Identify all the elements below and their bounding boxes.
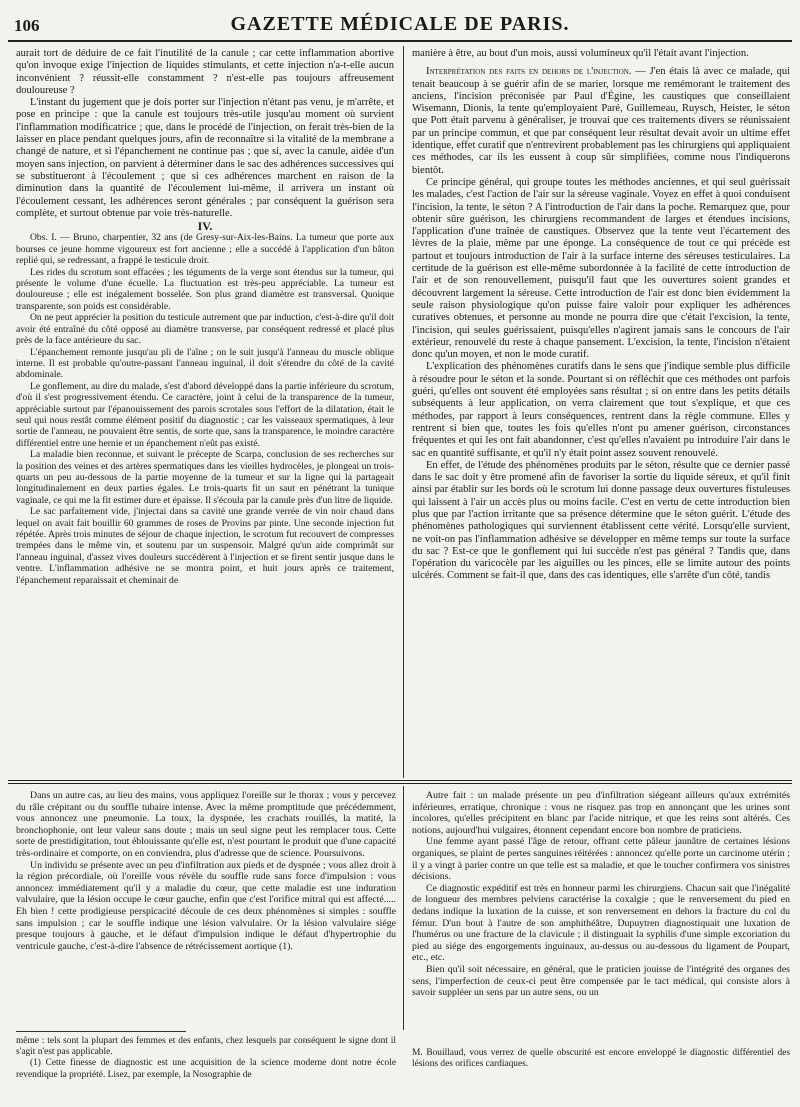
- section-divider: [8, 780, 792, 781]
- paragraph: L'instant du jugement que je dois porter sur l'injection n'étant pas venu, je m'arrête, et pose en principe : que la canule est toujours très-utile jusqu'au moment où survient l'inflammation modificatrice ; que, dans le procédé de l'injection, on ferait très-bien de la laisser en place pendant quelques jours, afin de reconnaître si la vitalité de la membrane a changé de nature, et si l'épanchement ne continue pas ; que si, avec la canule, aidée d'un moyen sans injection, on parvient à déterminer dans le sac des adhérences successives qui se substitueront à l'écoulement ; que si ces adhérences marchent en raison de la diminution dans la quantité de l'écoulement lui-même, il arrivera un instant où l'écoulement cessant, les adhérences seront générales ; par conséquent la guérison sera complète, et surtout obtenue par voie très-naturelle.: [16, 97, 394, 219]
- footnote: (1) Cette finesse de diagnostic est une acquisition de la science moderne dont notre école revendique la propriété. Lisez, par exemple, la Nosographie de: [16, 1058, 396, 1080]
- paragraph: Un individu se présente avec un peu d'infiltration aux pieds et de dyspnée ; vous allez droit à la région précordiale, où l'oreille vous révèle du souffle rude sans force d'impulsion : vous annoncez immédiatement qu'il y a maladie du cœur, que cette maladie est une induration valvulaire, que la lésion occupe le cœur gauche, enfin que c'est l'orifice mitral qui est affecté..... Eh bien ! cette prodigieuse perspicacité découle de ces deux phénomènes si simples : souffle sans impulsion ; car le souffle indique une lésion valvulaire. Or la lésion valvulaire siége presque toujours à gauche, et le défaut d'impulsion indique le défaut d'hypertrophie du ventricule gauche, c'est-à-dire l'absence de rétrécissement aortique (1).: [16, 859, 396, 952]
- paragraph: L'explication des phénomènes curatifs dans le sens que j'indique semble plus difficile à résoudre pour le séton et la sonde. Pourtant si on réfléchit que ces méthodes ont parfois guéri, qu'elles ont souvent été employées sans résultat ; si on entre dans les petits détails subséquents à leur application, on verra clairement que tout s'explique, et que ces méthodes, par rapport à leurs conséquences, rentrent dans la règle commune. Elles y rentrent si bien que, toutes les fois qu'elles n'ont pu amener guérison, circonstances fréquentes et qui les ont fait abandonner, c'est qu'elles n'avaient pu introduire l'air dans le sac en quantité suffisante, et qu'il n'y était point assez souvent renouvelé.: [412, 361, 790, 459]
- column-divider-top: [403, 46, 404, 778]
- paragraph: Les rides du scrotum sont effacées ; les téguments de la verge sont étendus sur la tumeur, qui présente le volume d'une écuelle. La fluctuation est très-peu appréciable. La tumeur est douloureuse ; elle est inégalement bosselée. Son plus grand diamètre est transversal. Quoique transparente, son poids est considérable.: [16, 266, 394, 312]
- continued-text: M. Bouillaud, vous verrez de quelle obscurité est encore enveloppé le diagnostic différentiel des lésions des orifices cardiaques.: [412, 1048, 790, 1070]
- paragraph: Le sac parfaitement vide, j'injectai dans sa cavité une grande verrée de vin noir chaud dans lequel on avait fait bouillir 60 grammes de roses de Provins par pinte. Une seconde injection fut répétée. Après trois minutes de séjour de chaque injection, le scrotum fut recouvert de compresses trempées dans le même vin, et soutenu par un suspensoir. Malgré qu'un aide comprimât sur l'anneau inguinal, d'assez vives douleurs succédèrent à l'injection et se firent sentir jusque dans le ventre. L'inflammation adhésive ne se montra point, et huit jours après ce traitement, l'épanchement reparaissait et cheminait de: [16, 506, 394, 586]
- paragraph-text: — J'en étais là avec ce malade, qui tenait beaucoup à se guérir afin de se marier, lorsque me remémorant le traitement des anciens, l'incision préconisée par Paul d'Égine, les caustiques que conseillaient Wisemann, Dionis, la tente qu'employaient Paré, Guillemeau, Ruysch, Heister, le séton que Pott était parvenu à généraliser, je trouvai que ces traitements divers se réunissaient par un principe commun, et que par conséquent leur résultat devait avoir un ultime effet identique, effet curatif que n'entrevirent probablement pas les chirurgiens qui appliquaient ces méthodes, car ils les eussent à coup sûr simplifiées, comme nous l'indiquerons bientôt.: [412, 66, 790, 176]
- paragraph: L'épanchement remonte jusqu'au pli de l'aîne ; on le suit jusqu'à l'anneau du muscle oblique interne. Il est probable qu'outre-passant l'anneau inguinal, il doit s'étendre du côté de la cavité abdominale.: [16, 346, 394, 381]
- paragraph: Ce diagnostic expéditif est très en honneur parmi les chirurgiens. Chacun sait que l'inégalité de longueur des membres pelviens caractérise la coxalgie ; que le renversement du pied en dedans indique la luxation de la cuisse, et son renversement en dehors la fracture du col du fémur. D'un bout à l'autre de son amphithéâtre, Dupuytren diagnostiquait une luxation de l'humérus ou une fracture de la clavicule ; il distinguait la syphilis d'une simple excoriation du pied au siége des engorgements inguinaux, au-dessus ou au-dessous du ligament de Poupart, etc., etc.: [412, 882, 790, 964]
- paragraph: Autre fait : un malade présente un peu d'infiltration siégeant ailleurs qu'aux extrémités inférieures, erratique, chronique : vous ne risquez pas trop en annonçant que les urines sont incolores, qu'elles précipitent en blanc par l'acide nitrique, et que les reins sont altérés. Ces notions, aujourd'hui vulgaires, étonnent cependant encore bon nombre de praticiens.: [412, 790, 790, 836]
- page-header: [8, 6, 792, 42]
- paragraph: [412, 66, 790, 177]
- observation-paragraph: Obs. I. — Bruno, charpentier, 32 ans (de Gresy-sur-Aix-les-Bains. La tumeur que porte aux bourses ce jeune homme vigoureux est fort ancienne ; elle a succédé à l'application d'un bâton replié qui, se redressant, a frappé le testicule droit.: [16, 232, 394, 267]
- paragraph: Une femme ayant passé l'âge de retour, offrant cette pâleur jaunâtre de certaines lésions organiques, se plaint de pertes sanguines réitérées : annoncez qu'elle porte un carcinome utérin ; il y a vingt à parier contre un que telle est sa maladie, et que le toucher confirmera vos sinistres décisions.: [412, 836, 790, 883]
- section-divider: [8, 783, 792, 784]
- feuilleton-right-column: [412, 790, 790, 1026]
- paragraph: aurait tort de déduire de ce fait l'inutilité de la canule ; car cette inflammation abortive qu'on invoque exige l'injection de liquides stimulants, et cette injection n'a-t-elle aucun inconvénient ? réussit-elle constamment ? n'est-elle pas toujours affreusement douloureuse ?: [16, 48, 394, 96]
- feuilleton-left-column: [16, 790, 396, 1026]
- paragraph: Ce principe général, qui groupe toutes les méthodes anciennes, et qui seul guérissait les malades, c'est l'action de l'air sur la séreuse vaginale. Voyez en effet à quoi conduisent l'incision, la tente, le séton ? A l'introduction de l'air dans la poche. Remarquez que, pour obtenir sûre guérison, les chirurgiens recommandent de larges et étendues incisions, l'application d'une traînée de caustiques. Observez que la tente veut l'écartement des lèvres de la plaie, même par une éponge. La conséquence de tout ce qui précède est partout et toujours introduction de l'air à la surface interne des séreuses testiculaires. La certitude de la guérison est elle-même subordonnée à la facilité de cette introduction de l'air et de son renouvellement, puisqu'il faut que les ouvertures soient grandes et découvrent largement la séreuse. Cette introduction de l'air est donc bien évidemment la seule raison physiologique qu'on puisse faire valoir pour expliquer les adhérences curatives obtenues, et personne au monde ne pourra dire que c'était l'excision, la tente, l'incision, qui seules guérissaient, puisqu'elles n'agirent jamais sans le concours de l'air extérieur, renouvelé du reste à chaque pansement. L'excision, la tente, l'incision n'étaient donc qu'un moyen, et non le mode curatif.: [412, 176, 790, 361]
- paragraph: On ne peut apprécier la position du testicule autrement que par induction, c'est-à-dire qu'il doit avoir été entraîné du côté opposé au diamètre transverse, par conséquent redressé et placé plus près de la face antérieure du sac.: [16, 312, 394, 347]
- footnotes-right: [412, 1048, 790, 1102]
- footnotes-left: [16, 1036, 396, 1102]
- continued-text: même : tels sont la plupart des femmes et des enfants, chez lesquels par conséquent le signe dont il s'agit n'est pas applicable.: [16, 1036, 396, 1058]
- section-number: IV.: [197, 219, 213, 234]
- column-divider-bottom: [403, 786, 404, 1030]
- left-column: [16, 48, 394, 776]
- paragraph: La maladie bien reconnue, et suivant le précepte de Scarpa, conclusion de ses recherches sur la position des veines et des artères spermatiques dans les vieilles hydrocèles, je plongeai un trois-quarts un peu au-dessous de la partie moyenne de la tumeur et sur la ligne qui la partageait longitudinalement en deux parties égales. Le trois-quarts fit un saut en pénétrant la tunique vaginale, ce qui me la fit estimer dure et épaisse. Il s'écoula par la canule près d'un litre de liquide.: [16, 449, 394, 506]
- paragraph: Bien qu'il soit nécessaire, en général, que le praticien jouisse de l'intégrité des organes des sens, l'imperfection de ceux-ci peut être compensée par le tact médical, qui consiste alors à savoir suppléer un sens par un autre sens, ou un: [412, 963, 790, 999]
- paragraph: manière à être, au bout d'un mois, aussi volumineux qu'il l'était avant l'injection.: [412, 48, 749, 59]
- running-title: GAZETTE MÉDICALE DE PARIS.: [230, 13, 570, 35]
- paragraph: Le gonflement, au dire du malade, s'est d'abord développé dans la partie inférieure du scrotum, d'où il s'est progressivement étendu. Ce caractère, joint à celui de la transparence de la tumeur, appréciable surtout par l'épanouissement des parois scrotales sous l'effort de la dilatation, était le seul qui nous restât comme élément positif du diagnostic ; car les vaisseaux spermatiques, à leur sortie de l'anneau, ne pouvaient être sentis, de sorte que, sans la transparence, le moindre caractère différentiel entre une hernie et un épanchement n'eût pas existé.: [16, 380, 394, 449]
- page-number: 106: [14, 16, 40, 35]
- footnote-rule: [16, 1031, 186, 1032]
- paragraph: En effet, de l'étude des phénomènes produits par le séton, résulte que ce dernier passé dans le sac doit y être promené afin de favoriser la sortie du liquide séreux, et qu'il finit ainsi par établir sur les bords où le scrotum lui donne passage deux ouvertures fistuleuses qui laissent à l'air un accès plus ou moins facile. C'est en vertu de cette introduction bien plus que par l'action irritante que sa présence détermine que le séton guérit. L'étude des phénomènes pathologiques qui surviennent établissent cette vérité. Lorsqu'elle survient, ne voit-on pas l'inflammation adhésive se développer en même temps sur toute la surface du sac ? Est-ce que le gonflement qui lui succède n'est pas général ? Tandis que, dans l'opération du varicocèle par les aiguilles ou les pinces, elle se limite autour des points ulcérés. Comment se fait-il que, dans des cas identiques, elle s'arrête d'un côté, tandis: [412, 459, 790, 582]
- section-heading: Interprétation des faits en dehors de l'injection.: [426, 66, 632, 78]
- paragraph: Dans un autre cas, au lieu des mains, vous appliquez l'oreille sur le thorax ; vous y percevez du râle crépitant ou du souffle tubaire intense. Avec la même promptitude que précédemment, vous annoncez une pneumonie. La toux, la dyspnée, les crachats rouillés, la matité, la bronchophonie, ont leur valeur sans doute ; mais un seul signe peut les remplacer tous. Cette sorte de prestidigitation, tout éblouissante qu'elle est, n'est pourtant le produit que d'une capacité très-ordinaire et comporte, on en conviendra, plus d'adresse que de science. Poursuivons.: [16, 790, 396, 859]
- right-column: [412, 48, 790, 776]
